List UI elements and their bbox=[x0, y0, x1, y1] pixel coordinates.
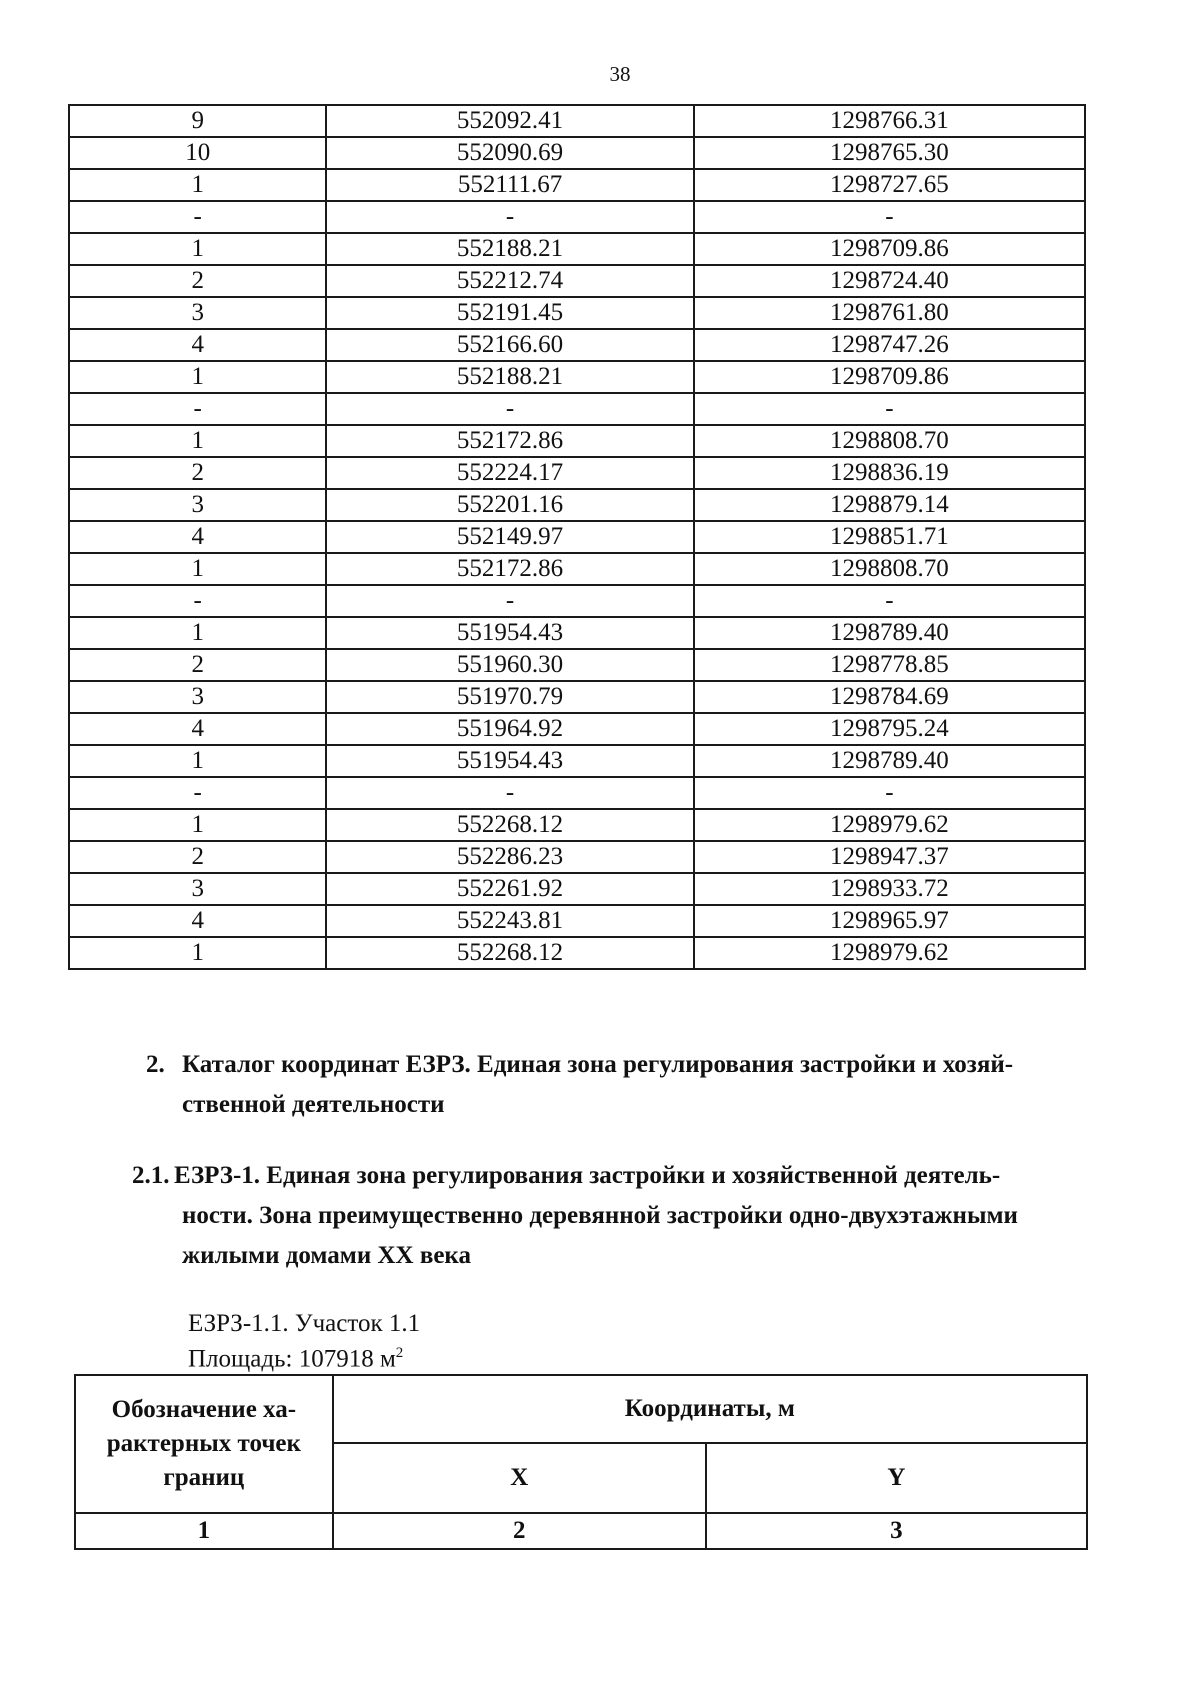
plot-title: ЕЗРЗ-1.1. Участок 1.1 bbox=[188, 1310, 421, 1337]
table-row bbox=[69, 457, 1085, 489]
point-number-cell: 4 bbox=[69, 713, 326, 745]
plot-area-unit-exponent: 2 bbox=[395, 1345, 404, 1361]
point-number-cell: 1 bbox=[69, 809, 326, 841]
y-coordinate-cell: 1298965.97 bbox=[694, 905, 1085, 937]
x-coordinate-cell: 552224.17 bbox=[326, 457, 693, 489]
table-row bbox=[69, 105, 1085, 137]
point-number-cell: 3 bbox=[69, 489, 326, 521]
y-coordinate-cell: 1298979.62 bbox=[694, 937, 1085, 969]
point-number-cell: 1 bbox=[69, 361, 326, 393]
point-number-cell: 3 bbox=[69, 297, 326, 329]
y-coordinate-cell: 1298789.40 bbox=[694, 617, 1085, 649]
y-coordinate-cell: - bbox=[694, 393, 1085, 425]
x-coordinate-cell: 552212.74 bbox=[326, 265, 693, 297]
table-row bbox=[69, 233, 1085, 265]
x-coordinate-cell: 551954.43 bbox=[326, 745, 693, 777]
section-2-1-line-1: ЕЗРЗ-1. Единая зона регулирования застройки и хозяйственной деятель- bbox=[174, 1162, 1001, 1189]
section-2-line-2: ственной деятельности bbox=[182, 1091, 445, 1118]
table-row bbox=[69, 873, 1085, 905]
y-coordinate-cell: - bbox=[694, 201, 1085, 233]
table-row bbox=[69, 169, 1085, 201]
plot-coordinates-table bbox=[74, 1374, 1088, 1550]
section-2-number: 2. bbox=[146, 1051, 165, 1078]
column-number-3: 3 bbox=[706, 1513, 1087, 1549]
x-coordinate-cell: 552243.81 bbox=[326, 905, 693, 937]
point-number-cell: 9 bbox=[69, 105, 326, 137]
coordinates-header: Координаты, м bbox=[333, 1375, 1087, 1443]
table-row bbox=[69, 297, 1085, 329]
point-number-cell: 2 bbox=[69, 649, 326, 681]
y-coordinate-cell: 1298808.70 bbox=[694, 425, 1085, 457]
y-coordinate-cell: 1298851.71 bbox=[694, 521, 1085, 553]
section-2-heading bbox=[146, 1045, 1136, 1125]
section-2-1-line-2: ности. Зона преимущественно деревянной застройки одно-двухэтажными bbox=[182, 1202, 1018, 1229]
table-row bbox=[69, 521, 1085, 553]
point-number-cell: - bbox=[69, 393, 326, 425]
table-row bbox=[69, 329, 1085, 361]
table-row bbox=[69, 937, 1085, 969]
y-column-header: Y bbox=[706, 1443, 1087, 1513]
x-coordinate-cell: - bbox=[326, 201, 693, 233]
y-coordinate-cell: 1298979.62 bbox=[694, 809, 1085, 841]
point-number-cell: 10 bbox=[69, 137, 326, 169]
point-number-cell: 3 bbox=[69, 873, 326, 905]
table-row bbox=[69, 137, 1085, 169]
x-coordinate-cell: - bbox=[326, 585, 693, 617]
point-number-cell: - bbox=[69, 201, 326, 233]
y-coordinate-cell: - bbox=[694, 777, 1085, 809]
table-row bbox=[69, 489, 1085, 521]
point-number-cell: 3 bbox=[69, 681, 326, 713]
y-coordinate-cell: 1298947.37 bbox=[694, 841, 1085, 873]
table-row bbox=[69, 841, 1085, 873]
table-row bbox=[69, 777, 1085, 809]
coordinates-table-body bbox=[69, 105, 1085, 969]
x-coordinate-cell: 552201.16 bbox=[326, 489, 693, 521]
table-row bbox=[69, 649, 1085, 681]
table-row bbox=[69, 905, 1085, 937]
y-coordinate-cell: 1298784.69 bbox=[694, 681, 1085, 713]
table-row bbox=[69, 681, 1085, 713]
table-row bbox=[69, 553, 1085, 585]
table-row bbox=[69, 809, 1085, 841]
x-coordinate-cell: 552261.92 bbox=[326, 873, 693, 905]
point-number-cell: 1 bbox=[69, 553, 326, 585]
y-coordinate-cell: 1298724.40 bbox=[694, 265, 1085, 297]
table-row bbox=[69, 745, 1085, 777]
point-number-cell: 4 bbox=[69, 521, 326, 553]
y-coordinate-cell: 1298836.19 bbox=[694, 457, 1085, 489]
y-coordinate-cell: 1298778.85 bbox=[694, 649, 1085, 681]
y-coordinate-cell: 1298795.24 bbox=[694, 713, 1085, 745]
y-coordinate-cell: 1298747.26 bbox=[694, 329, 1085, 361]
y-coordinate-cell: 1298789.40 bbox=[694, 745, 1085, 777]
x-coordinate-cell: 552111.67 bbox=[326, 169, 693, 201]
table-row bbox=[69, 201, 1085, 233]
y-coordinate-cell: 1298727.65 bbox=[694, 169, 1085, 201]
table-row bbox=[69, 425, 1085, 457]
x-coordinate-cell: - bbox=[326, 777, 693, 809]
y-coordinate-cell: 1298933.72 bbox=[694, 873, 1085, 905]
table-row bbox=[69, 361, 1085, 393]
y-coordinate-cell: 1298709.86 bbox=[694, 361, 1085, 393]
x-column-header: X bbox=[333, 1443, 706, 1513]
point-number-cell: 2 bbox=[69, 265, 326, 297]
x-coordinate-cell: 551970.79 bbox=[326, 681, 693, 713]
point-number-cell: 1 bbox=[69, 617, 326, 649]
section-2-1-line-3: жилыми домами XX века bbox=[182, 1242, 471, 1269]
column-number-1: 1 bbox=[75, 1513, 333, 1549]
point-number-cell: 1 bbox=[69, 745, 326, 777]
x-coordinate-cell: 551954.43 bbox=[326, 617, 693, 649]
point-number-cell: 4 bbox=[69, 905, 326, 937]
section-2-line-1: Каталог координат ЕЗРЗ. Единая зона регулирования застройки и хозяй- bbox=[182, 1051, 1014, 1078]
point-number-cell: - bbox=[69, 585, 326, 617]
table-row bbox=[69, 713, 1085, 745]
x-coordinate-cell: - bbox=[326, 393, 693, 425]
y-coordinate-cell: - bbox=[694, 585, 1085, 617]
points-column-header: Обозначение ха-рактерных точек границ bbox=[75, 1375, 333, 1513]
plot-area-label: Площадь: 107918 м bbox=[188, 1345, 396, 1373]
x-coordinate-cell: 552092.41 bbox=[326, 105, 693, 137]
point-number-cell: 2 bbox=[69, 457, 326, 489]
plot-area bbox=[188, 1345, 403, 1373]
section-2-1-number: 2.1. bbox=[132, 1162, 170, 1189]
column-number-2: 2 bbox=[333, 1513, 706, 1549]
x-coordinate-cell: 552090.69 bbox=[326, 137, 693, 169]
y-coordinate-cell: 1298761.80 bbox=[694, 297, 1085, 329]
point-number-cell: 1 bbox=[69, 425, 326, 457]
x-coordinate-cell: 552268.12 bbox=[326, 809, 693, 841]
point-number-cell: 1 bbox=[69, 233, 326, 265]
point-number-cell: 2 bbox=[69, 841, 326, 873]
x-coordinate-cell: 552191.45 bbox=[326, 297, 693, 329]
point-number-cell: - bbox=[69, 777, 326, 809]
page-number: 38 bbox=[609, 62, 631, 86]
y-coordinate-cell: 1298765.30 bbox=[694, 137, 1085, 169]
x-coordinate-cell: 552172.86 bbox=[326, 425, 693, 457]
y-coordinate-cell: 1298879.14 bbox=[694, 489, 1085, 521]
table-row bbox=[69, 585, 1085, 617]
x-coordinate-cell: 552149.97 bbox=[326, 521, 693, 553]
x-coordinate-cell: 552188.21 bbox=[326, 361, 693, 393]
x-coordinate-cell: 552166.60 bbox=[326, 329, 693, 361]
table-row bbox=[69, 265, 1085, 297]
point-number-cell: 4 bbox=[69, 329, 326, 361]
point-number-cell: 1 bbox=[69, 937, 326, 969]
x-coordinate-cell: 552286.23 bbox=[326, 841, 693, 873]
x-coordinate-cell: 552268.12 bbox=[326, 937, 693, 969]
section-2-1-heading bbox=[132, 1156, 1136, 1276]
point-number-cell: 1 bbox=[69, 169, 326, 201]
x-coordinate-cell: 551964.92 bbox=[326, 713, 693, 745]
table-row bbox=[69, 393, 1085, 425]
y-coordinate-cell: 1298766.31 bbox=[694, 105, 1085, 137]
y-coordinate-cell: 1298709.86 bbox=[694, 233, 1085, 265]
x-coordinate-cell: 552188.21 bbox=[326, 233, 693, 265]
x-coordinate-cell: 552172.86 bbox=[326, 553, 693, 585]
table-row bbox=[69, 617, 1085, 649]
y-coordinate-cell: 1298808.70 bbox=[694, 553, 1085, 585]
coordinates-table bbox=[68, 104, 1086, 970]
x-coordinate-cell: 551960.30 bbox=[326, 649, 693, 681]
